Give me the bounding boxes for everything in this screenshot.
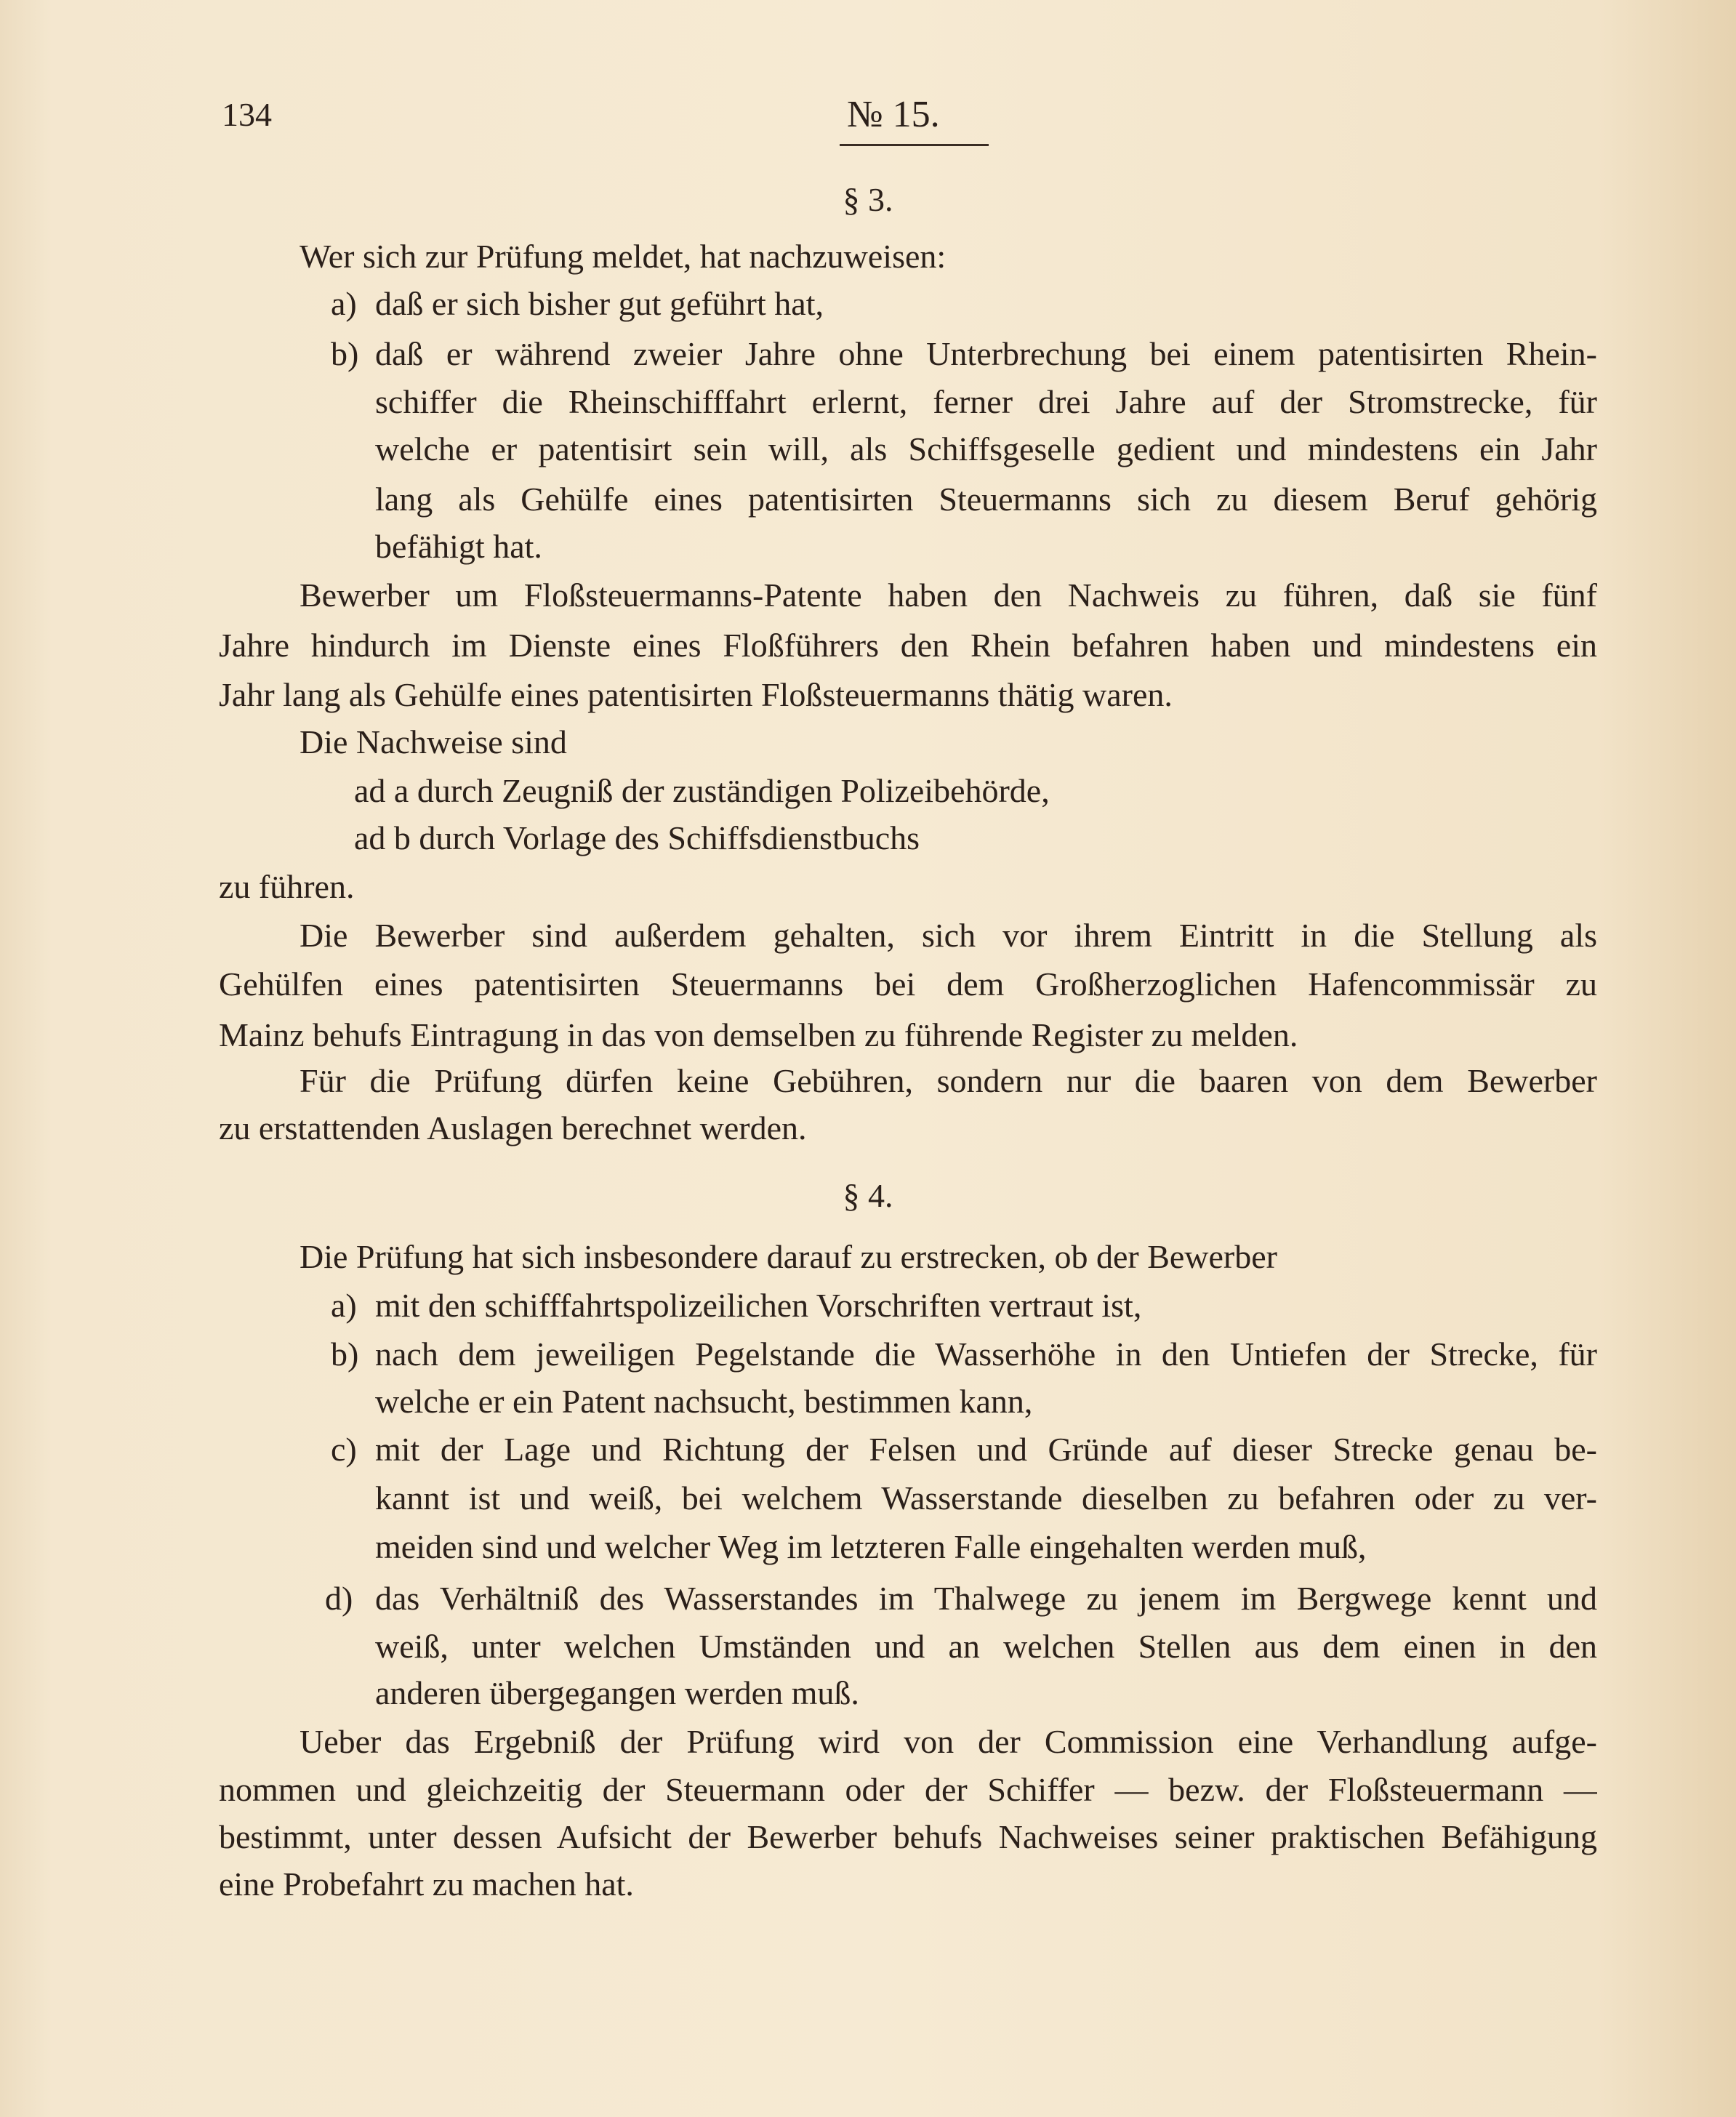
paragraph-line: zu führen. bbox=[219, 868, 355, 905]
item-b-line: welche er patentisirt sein will, als Schiffsgeselle gedient und mindestens ein Jahr bbox=[375, 430, 1597, 467]
paragraph-line: Ueber das Ergebniß der Prüfung wird von der Commission eine Verhandlung aufge- bbox=[300, 1723, 1597, 1760]
item-b-line: nach dem jeweiligen Pegelstande die Wasserhöhe in den Untiefen der Strecke, für bbox=[375, 1335, 1597, 1373]
item-label-a: a) bbox=[331, 285, 357, 322]
section-3-heading: § 3. bbox=[843, 181, 893, 218]
paragraph-line: Gehülfen eines patentisirten Steuermanns bei dem Großherzoglichen Hafencommissär zu bbox=[219, 965, 1597, 1003]
item-label-a: a) bbox=[331, 1287, 357, 1324]
paragraph-line: Die Bewerber sind außerdem gehalten, sich vor ihrem Eintritt in die Stellung als bbox=[300, 917, 1597, 954]
item-b-line: daß er während zweier Jahre ohne Unterbrechung bei einem patentisirten Rhein- bbox=[375, 335, 1597, 372]
item-d-line: weiß, unter welchen Umständen und an welchen Stellen aus dem einen in den bbox=[375, 1628, 1597, 1665]
paragraph-line: Jahr lang als Gehülfe eines patentisirten Floßsteuermanns thätig waren. bbox=[219, 676, 1173, 713]
paragraph-line: nommen und gleichzeitig der Steuermann oder der Schiffer — bezw. der Floßsteuermann — bbox=[219, 1771, 1597, 1808]
paragraph-line: ad b durch Vorlage des Schiffsdienstbuchs bbox=[354, 819, 920, 856]
paragraph-line: zu erstattenden Auslagen berechnet werden. bbox=[219, 1109, 807, 1146]
item-c-line: meiden sind und welcher Weg im letzteren Falle eingehalten werden muß, bbox=[375, 1528, 1367, 1565]
item-label-b: b) bbox=[331, 1335, 359, 1373]
item-b-line: befähigt hat. bbox=[375, 528, 542, 565]
section-4-intro: Die Prüfung hat sich insbesondere darauf zu erstrecken, ob der Bewerber bbox=[300, 1238, 1277, 1275]
item-label-b: b) bbox=[331, 335, 359, 372]
issue-number: № 15. bbox=[847, 94, 940, 135]
item-b-line: welche er ein Patent nachsucht, bestimmen kann, bbox=[375, 1383, 1033, 1420]
item-label-d: d) bbox=[325, 1580, 353, 1617]
item-label-c: c) bbox=[331, 1431, 357, 1468]
paragraph-line: Die Nachweise sind bbox=[300, 723, 567, 760]
item-b-line: schiffer die Rheinschifffahrt erlernt, ferner drei Jahre auf der Stromstrecke, für bbox=[375, 383, 1597, 420]
page-number: 134 bbox=[222, 96, 272, 133]
paragraph-line: Mainz behufs Eintragung in das von demselben zu führende Register zu melden. bbox=[219, 1016, 1298, 1053]
item-d-line: das Verhältniß des Wasserstandes im Thalwege zu jenem im Bergwege kennt und bbox=[375, 1580, 1597, 1617]
paragraph-line: Jahre hindurch im Dienste eines Floßführers den Rhein befahren haben und mindestens ein bbox=[219, 627, 1597, 664]
section-4-heading: § 4. bbox=[843, 1177, 893, 1214]
item-a-line: daß er sich bisher gut geführt hat, bbox=[375, 285, 824, 322]
item-b-line: lang als Gehülfe eines patentisirten Steuermanns sich zu diesem Beruf gehörig bbox=[375, 481, 1597, 518]
header-rule bbox=[840, 144, 989, 146]
item-d-line: anderen übergegangen werden muß. bbox=[375, 1674, 859, 1711]
item-c-line: mit der Lage und Richtung der Felsen und Gründe auf dieser Strecke genau be- bbox=[375, 1431, 1597, 1468]
section-3-intro: Wer sich zur Prüfung meldet, hat nachzuweisen: bbox=[300, 238, 947, 275]
paragraph-line: Für die Prüfung dürfen keine Gebühren, sondern nur die baaren von dem Bewerber bbox=[300, 1062, 1597, 1099]
paragraph-line: bestimmt, unter dessen Aufsicht der Bewerber behufs Nachweises seiner praktischen Befähigung bbox=[219, 1818, 1597, 1855]
paragraph-line: eine Probefahrt zu machen hat. bbox=[219, 1865, 634, 1903]
paragraph-line: Bewerber um Floßsteuermanns-Patente haben den Nachweis zu führen, daß sie fünf bbox=[300, 577, 1597, 614]
item-c-line: kannt ist und weiß, bei welchem Wasserstande dieselben zu befahren oder zu ver- bbox=[375, 1479, 1597, 1517]
item-a-line: mit den schifffahrtspolizeilichen Vorschriften vertraut ist, bbox=[375, 1287, 1142, 1324]
paragraph-line: ad a durch Zeugniß der zuständigen Polizeibehörde, bbox=[354, 772, 1050, 809]
